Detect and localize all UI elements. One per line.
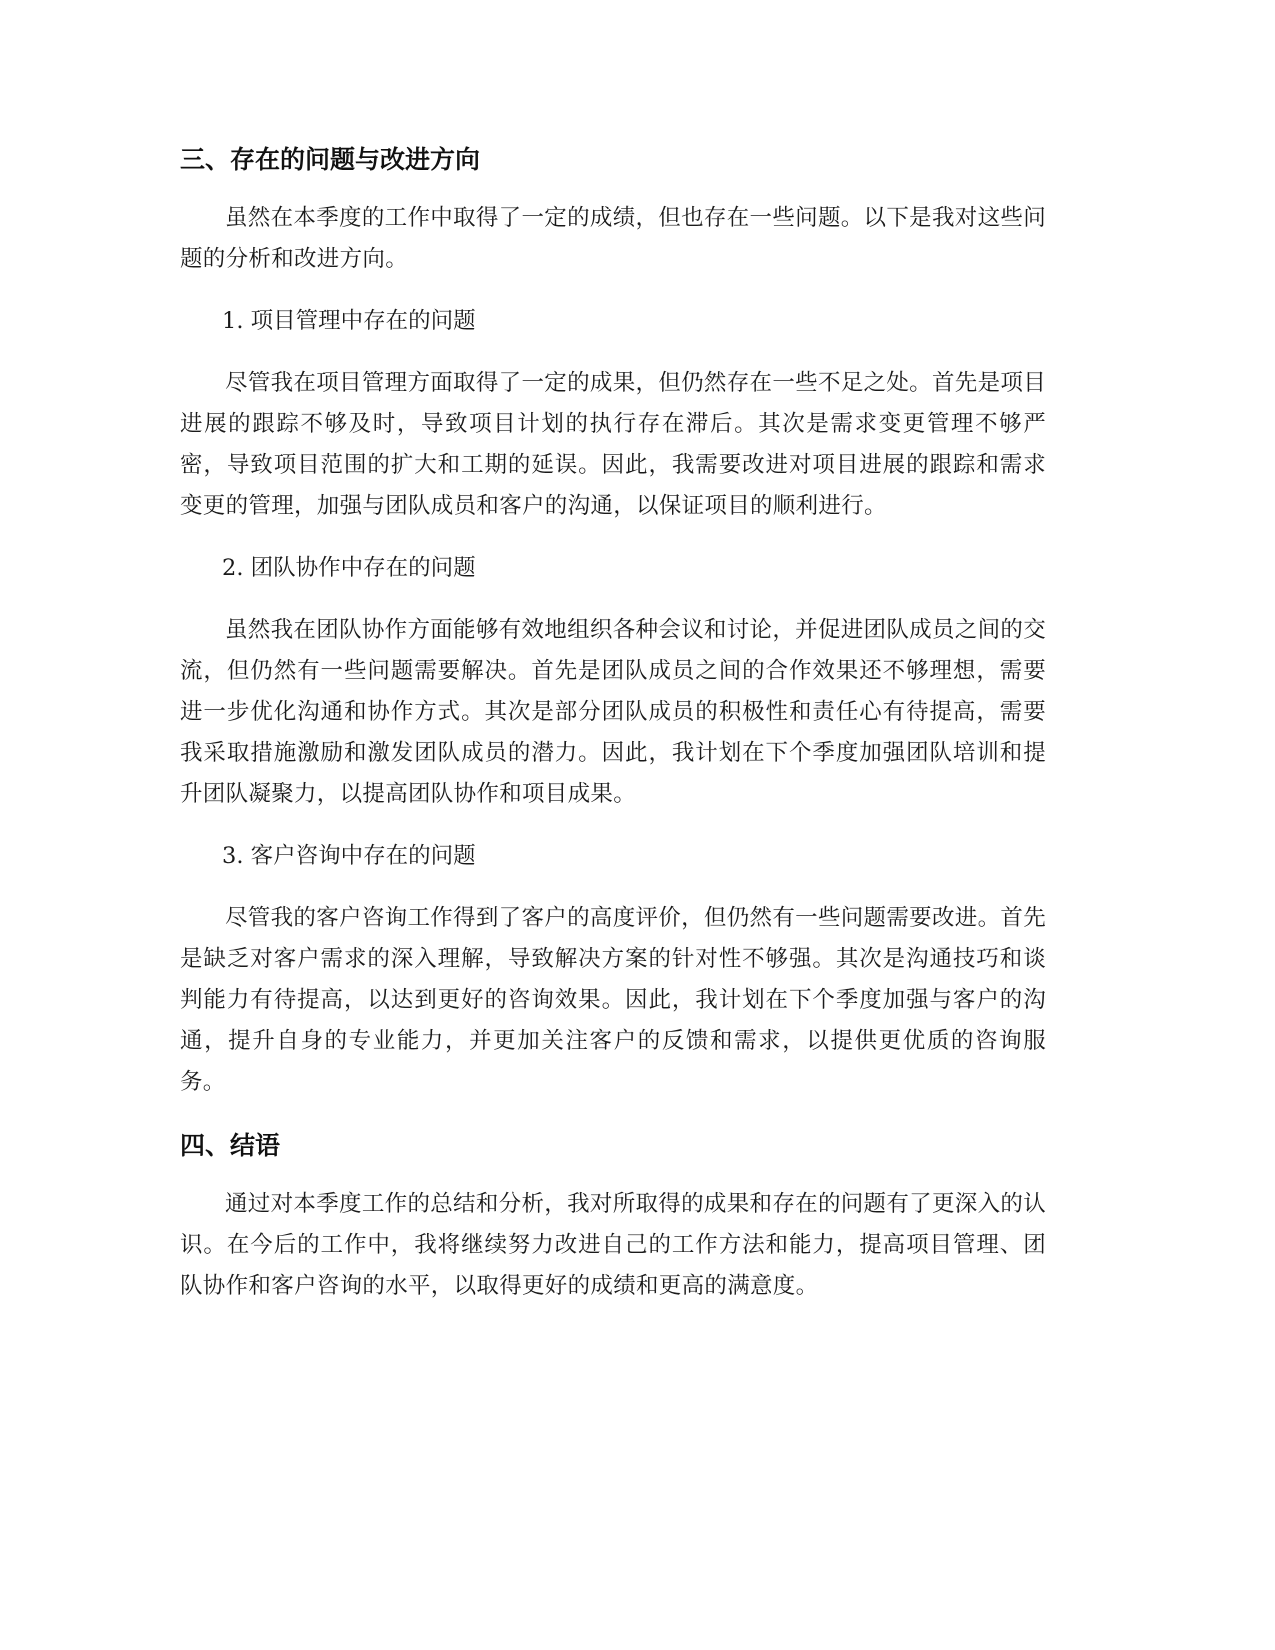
section-heading-problems: 三、存在的问题与改进方向 <box>180 145 481 174</box>
section-intro-paragraph: 虽然在本季度的工作中取得了一定的成绩，但也存在一些问题。以下是我对这些问题的分析和改进方向。 <box>180 205 1046 272</box>
paragraph-conclusion: 通过对本季度工作的总结和分析，我对所取得的成果和存在的问题有了更深入的认识。在今后的工作中，我将继续努力改进自己的工作方法和能力，提高项目管理、团队协作和客户咨询的水平，以取得更好的成绩和更高的满意度。 <box>180 1191 1046 1299</box>
subheading-project-management: 1. 项目管理中存在的问题 <box>222 308 476 334</box>
paragraph-client-consulting: 尽管我的客户咨询工作得到了客户的高度评价，但仍然有一些问题需要改进。首先是缺乏对客户需求的深入理解，导致解决方案的针对性不够强。其次是沟通技巧和谈判能力有待提高，以达到更好的咨询效果。因此，我计划在下个季度加强与客户的沟通，提升自身的专业能力，并更加关注客户的反馈和需求，以提供更优质的咨询服务。 <box>180 905 1046 1095</box>
paragraph-project-management: 尽管我在项目管理方面取得了一定的成果，但仍然存在一些不足之处。首先是项目进展的跟踪不够及时，导致项目计划的执行存在滞后。其次是需求变更管理不够严密，导致项目范围的扩大和工期的延误。因此，我需要改进对项目进展的跟踪和需求变更的管理，加强与团队成员和客户的沟通，以保证项目的顺利进行。 <box>180 370 1046 519</box>
subheading-client-consulting: 3. 客户咨询中存在的问题 <box>222 843 476 869</box>
document-page <box>180 138 1046 1328</box>
paragraph-team-collaboration: 虽然我在团队协作方面能够有效地组织各种会议和讨论，并促进团队成员之间的交流，但仍然有一些问题需要解决。首先是团队成员之间的合作效果还不够理想，需要进一步优化沟通和协作方式。其次是部分团队成员的积极性和责任心有待提高，需要我采取措施激励和激发团队成员的潜力。因此，我计划在下个季度加强团队培训和提升团队凝聚力，以提高团队协作和项目成果。 <box>180 617 1046 807</box>
section-heading-conclusion: 四、结语 <box>180 1131 281 1160</box>
subheading-team-collaboration: 2. 团队协作中存在的问题 <box>222 555 476 581</box>
